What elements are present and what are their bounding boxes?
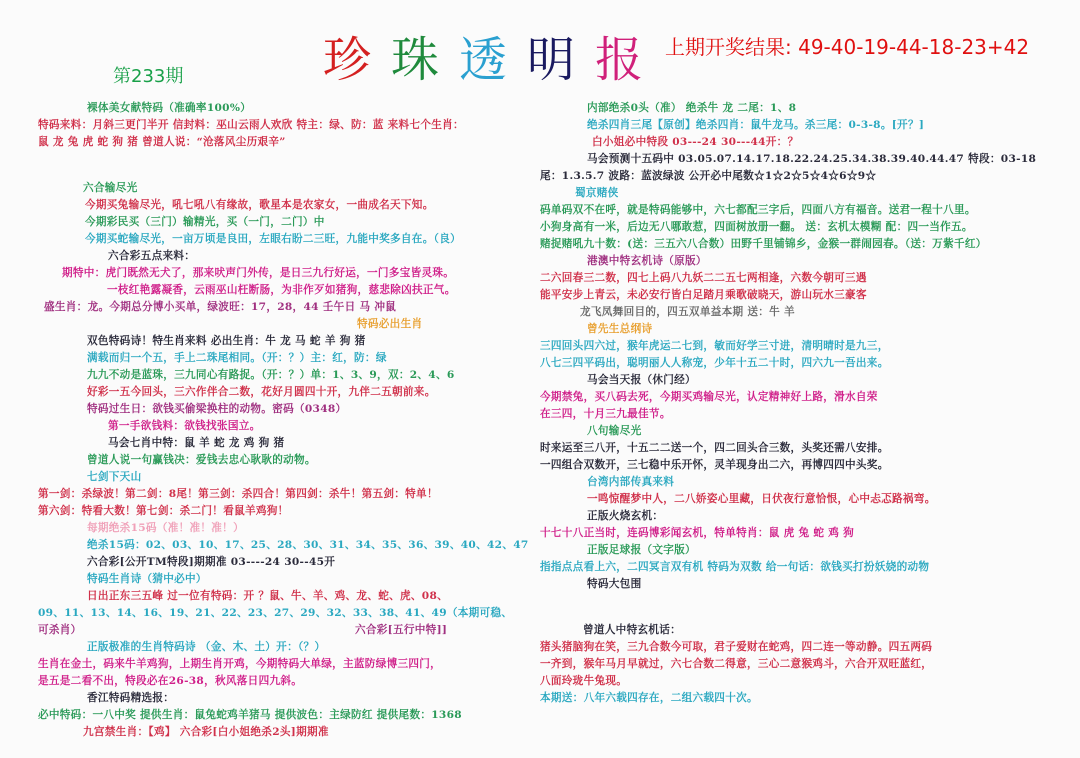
masthead-char: 明 bbox=[526, 32, 575, 88]
text-line: 六合输尽光 bbox=[83, 182, 138, 194]
text-line: 能平安步上青云，未必安行皆白足踏月乘歌破晓天，游山玩水三豪客 bbox=[540, 289, 867, 301]
text-line: 指指点点看上六，二四冥言双有机 特码为双数 给一句话：欲钱买打扮妖娆的动物 bbox=[540, 561, 930, 573]
text-line: 是五是二看不出，特段必在26-38，秋风落日四九斜。 bbox=[38, 675, 303, 687]
text-line: 正版火烧玄机： bbox=[587, 510, 664, 522]
text-line: 八句输尽光 bbox=[587, 425, 642, 437]
text-line: 六合彩五点来料： bbox=[108, 250, 196, 262]
text-line: 曾先生总纲诗 bbox=[587, 323, 653, 335]
text-line: 一鸣惊醒梦中人，二八娇姿心里藏，日伏夜行意恰恨，心中忐忑路祸弯。 bbox=[587, 493, 936, 505]
text-line: 龙飞凤舞回目的，四五双单益本期 送：牛 羊 bbox=[580, 306, 795, 318]
text-line: 内部绝杀0头（准） 绝杀牛 龙 二尾：1、8 bbox=[587, 102, 797, 114]
text-line: 码单码双不在呼，就是特码能够中，六七都配三字后，四面八方有福音。送君一程十八里。 bbox=[540, 204, 976, 216]
text-line: 本期送：八年六载四存在，二组六载四十次。 bbox=[540, 692, 758, 704]
text-line: 特码必出生肖 bbox=[357, 318, 423, 330]
text-line: 九宫禁生肖：【鸡】 六合彩[白小姐绝杀2头]期期准 bbox=[83, 726, 329, 738]
last-draw-numbers: 49-40-19-44-18-23+42 bbox=[798, 35, 1030, 59]
issue-number: 第233期 bbox=[113, 66, 184, 87]
text-line: 第一手欲钱料：欲钱找张国立。 bbox=[108, 420, 261, 432]
text-line: 第一剑：杀绿波！第二剑：8尾！第三剑：杀四合！第四剑：杀牛！第五剑：特单！ bbox=[38, 488, 438, 500]
text-line: 正版极准的生肖特码诗 （金、木、土）开：（？） bbox=[87, 641, 326, 653]
text-line: 六合彩[五行中特]] bbox=[355, 624, 448, 636]
text-line: 盛生肖：龙。今期总分博小买单，绿波旺：17，28，44 壬午日 马 冲鼠 bbox=[44, 301, 397, 313]
text-line: 猪头猪脑狗在笑，三九合数今可取，君子爱财在蛇鸡，四二连一等动静。四五两码 bbox=[540, 641, 933, 653]
text-line: 时来运至三八开，十五二二送一个，四二回头合三数，头奖还需八安排。 bbox=[540, 442, 889, 454]
text-line: 一齐到，猴年马月早就过，六七合数二得意，三心二意猴鸡斗，六合开双旺蓝红， bbox=[540, 658, 933, 670]
text-line: 小狗身高有一米，后边无八哪敢惹，四面树放册一翻。 送：玄机太模糊 配：四一当作五。 bbox=[540, 221, 973, 233]
text-line: 赌捉赌吼九十数：(送：三五六八合数）田野千里铺锦乡，金猴一群闹园春。（送：万紫千红） bbox=[540, 238, 987, 250]
text-line: 必中特码：一八中奖 提供生肖：鼠兔蛇鸡羊猪马 提供波色：主绿防红 提供尾数：1368 bbox=[38, 709, 462, 721]
text-line: 马会当天报（休门经） bbox=[587, 374, 696, 386]
text-line: 一四组合双数开，三七稳中乐开怀，灵羊现身出二六，再博四四中头奖。 bbox=[540, 459, 889, 471]
text-line: 今期买蛇输尽光，一亩万顷是良田，左眼右盼二三旺，九能中奖多自在。（良） bbox=[85, 233, 461, 245]
text-line: 白小姐必中特段 03---24 30---44开：？ bbox=[592, 136, 799, 148]
text-line: 七剑下天山 bbox=[87, 471, 142, 483]
text-line: 十七十八正当时，连码博彩闻玄机，特单特肖：鼠 虎 兔 蛇 鸡 狗 bbox=[540, 527, 855, 539]
text-line: 裸体美女献特码（准确率100%） bbox=[87, 102, 252, 114]
text-line: 生肖在金土，码来牛羊鸡狗，上期生肖开鸡，今期特码大单绿，主蓝防绿博三四门， bbox=[38, 658, 442, 670]
text-line: 好彩一五今回头，三六作伴合二数，花好月圆四十开，九伴二五朝前来。 bbox=[87, 386, 436, 398]
text-line: 可杀肖） bbox=[38, 624, 82, 636]
text-line: 期特中：虎门既然无犬了，那来吠声门外传，是日三九行好运，一门多宝皆灵珠。 bbox=[62, 267, 455, 279]
text-line: 双色特码诗！特生肖来料 必出生肖：牛 龙 马 蛇 羊 狗 猪 bbox=[87, 335, 366, 347]
text-line: 日出正东三五峰 过一位有特码：开 ？鼠、牛、羊、鸡、龙、蛇、虎、08、 bbox=[87, 590, 449, 602]
last-draw-result bbox=[665, 32, 1029, 62]
text-line: 三四回头四六过，猴年虎运二七到，敏而好学三寸进，清明晴时是九三， bbox=[540, 340, 889, 352]
text-line: 今期买兔输尽光，吼七吼八有缘故，歌星本是农家女，一曲成名天下知。 bbox=[85, 199, 434, 211]
text-line: 八七三四平码出，聪明丽人人称宠，少年十五二十时，四六九一吾出来。 bbox=[540, 357, 889, 369]
text-line: 尾：1.3.5.7 波路：蓝波绿波 公开必中尾数☆1☆2☆5☆4☆6☆9☆ bbox=[540, 170, 877, 182]
text-line: 九九不动是蓝珠，三九同心有路捉。（开：？）单：1、3、9，双：2、4、6 bbox=[87, 369, 455, 381]
text-line: 今期禁兔，买八码去死，今期买鸡输尽光，认定精神好上路，滑水自荣 bbox=[540, 391, 878, 403]
masthead-char: 珠 bbox=[390, 32, 439, 88]
text-line: 蜀京赌侠 bbox=[575, 187, 619, 199]
masthead-char: 报 bbox=[594, 32, 643, 88]
text-line: 特码生肖诗（猜中必中） bbox=[87, 573, 207, 585]
text-line: 特码过生日：欲钱买偷梁换柱的动物。密码（0348） bbox=[87, 403, 347, 415]
text-line: 在三四，十月三九最佳节。 bbox=[540, 408, 671, 420]
text-line: 曾道人中特玄机话： bbox=[583, 624, 682, 636]
text-line: 特码大包围 bbox=[587, 578, 642, 590]
text-line: 一枝红艳露凝香，云雨巫山枉断肠，为非作歹如猪狗，慈悲除凶扶正气。 bbox=[107, 284, 456, 296]
text-line: 八面玲珑牛兔现。 bbox=[540, 675, 628, 687]
text-line: 六合彩[公开TM特段]期期准 03----24 30--45开 bbox=[87, 556, 336, 568]
text-line: 二六回春三二数，四七上码八九妖二二五七两相逢，六数今朝可三遇 bbox=[540, 272, 867, 284]
text-line: 曾道人说一句赢钱决：爱钱去忠心耿耿的动物。 bbox=[87, 454, 316, 466]
masthead-char: 珍 bbox=[322, 32, 371, 88]
text-line: 满载而归一个五，手上二珠尾相同。（开：？）主：红，防：绿 bbox=[87, 352, 387, 364]
text-line: 今期彩民买（三门）输精光，买（一门，二门）中 bbox=[85, 216, 325, 228]
text-line: 香江特码精选报： bbox=[87, 692, 175, 704]
last-draw-label: 上期开奖结果: bbox=[665, 35, 792, 59]
text-line: 特码来料：月斜三更门半开 信封料：巫山云雨人欢欣 特主：绿、防：蓝 来料七个生肖： bbox=[38, 119, 464, 131]
text-line: 正版足球报（文字版） bbox=[587, 544, 696, 556]
text-line: 每期绝杀15码（准！准！准！） bbox=[87, 522, 244, 534]
masthead-char: 透 bbox=[458, 32, 507, 88]
text-line: 港澳中特玄机诗（原版） bbox=[587, 255, 707, 267]
text-line: 马会预测十五码中 03.05.07.14.17.18.22.24.25.34.38.39.40.44.47 特段：03-18 bbox=[587, 153, 1037, 165]
text-line: 绝杀15码：02、03、10、17、25、28、30、31、34、35、36、39、40、42、47 bbox=[87, 539, 529, 551]
text-line: 鼠 龙 兔 虎 蛇 狗 猪 曾道人说：“沧落风尘历艰辛” bbox=[38, 136, 286, 148]
text-line: 第六剑：特看大数！第七剑：杀二门！看鼠羊鸡狗！ bbox=[38, 505, 289, 517]
text-line: 绝杀四肖三尾【原创】绝杀四肖：鼠牛龙马。杀三尾：0-3-8。[开？] bbox=[587, 119, 925, 131]
masthead-title bbox=[318, 30, 648, 90]
text-line: 台湾内部传真来料 bbox=[587, 476, 675, 488]
text-line: 09、11、13、14、16、19、21、22、23、27、29、32、33、38、41、49（本期可稳、 bbox=[38, 607, 513, 619]
text-line: 马会七肖中特：鼠 羊 蛇 龙 鸡 狗 猪 bbox=[108, 437, 285, 449]
